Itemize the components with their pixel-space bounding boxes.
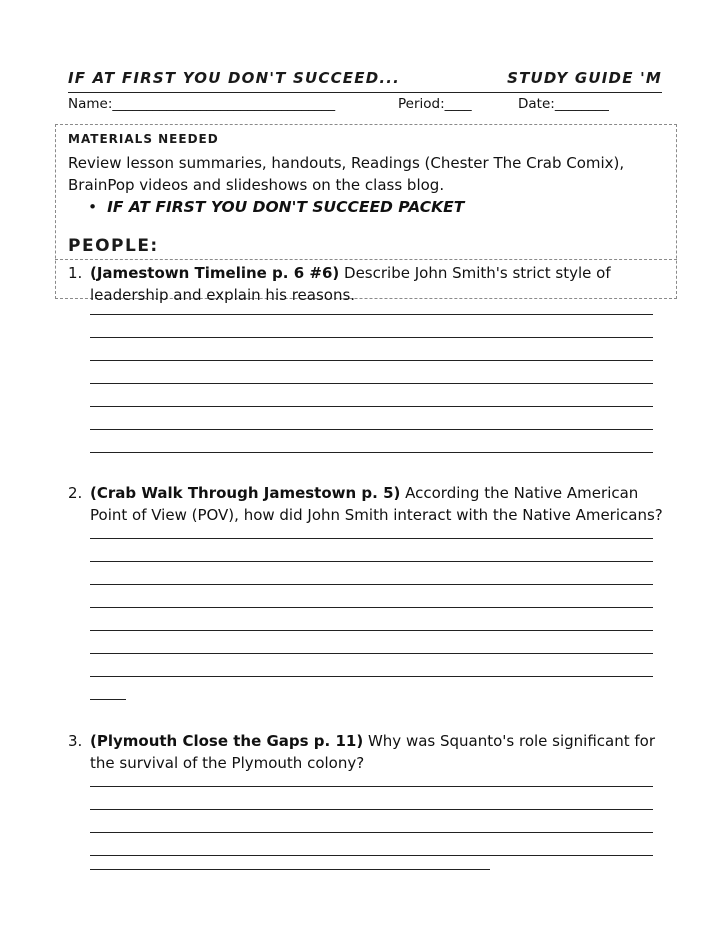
answer-line-q1-3[interactable] <box>90 360 653 361</box>
answer-line-q3-4[interactable] <box>90 855 653 856</box>
question-1-prompt: Describe John Smith's strict style of <box>339 264 611 282</box>
study-guide-label: STUDY GUIDE 'M <box>507 69 662 87</box>
answer-line-q3-3[interactable] <box>90 832 653 833</box>
materials-text-line-1: Review lesson summaries, handouts, Readings (Chester The Crab Comix), <box>68 154 625 172</box>
answer-line-q2-2[interactable] <box>90 561 653 562</box>
materials-text-line-2: BrainPop videos and slideshows on the class blog. <box>68 176 445 194</box>
question-2-line-2: Point of View (POV), how did John Smith interact with the Native Americans? <box>90 506 663 524</box>
question-3-line-2: the survival of the Plymouth colony? <box>90 754 365 772</box>
answer-line-q1-1[interactable] <box>90 314 653 315</box>
answer-line-q1-7[interactable] <box>90 452 653 453</box>
answer-line-q3-1[interactable] <box>90 786 653 787</box>
answer-line-q2-4[interactable] <box>90 607 653 608</box>
answer-line-q1-6[interactable] <box>90 429 653 430</box>
question-1-line-2: leadership and explain his reasons. <box>90 286 356 304</box>
name-field[interactable]: Name:_________________________________ <box>68 96 336 112</box>
question-3-source: (Plymouth Close the Gaps p. 11) <box>90 732 364 750</box>
question-2-number: 2. <box>68 484 83 502</box>
people-heading: PEOPLE: <box>68 236 159 256</box>
answer-line-q2-5[interactable] <box>90 630 653 631</box>
answer-line-q2-3[interactable] <box>90 584 653 585</box>
question-1-source: (Jamestown Timeline p. 6 #6) <box>90 264 340 282</box>
answer-line-q2-8[interactable] <box>90 699 126 700</box>
question-2-line-1 <box>90 482 638 504</box>
packet-bullet-item <box>88 198 464 216</box>
question-3-number: 3. <box>68 732 83 750</box>
answer-line-q3-2[interactable] <box>90 809 653 810</box>
bullet-icon: • <box>88 198 98 216</box>
date-field[interactable]: Date:________ <box>518 96 609 112</box>
student-info-row <box>68 96 662 116</box>
question-1-line-1 <box>90 262 611 284</box>
question-3-line-1 <box>90 730 655 752</box>
answer-line-q2-6[interactable] <box>90 653 653 654</box>
page-title: IF AT FIRST YOU DON'T SUCCEED... <box>68 69 401 87</box>
period-field[interactable]: Period:____ <box>398 96 472 112</box>
question-3-prompt: Why was Squanto's role significant for <box>363 732 656 750</box>
packet-label: IF AT FIRST YOU DON'T SUCCEED PACKET <box>107 198 465 216</box>
title-row <box>68 66 662 92</box>
answer-line-q1-2[interactable] <box>90 337 653 338</box>
answer-line-q3-5[interactable] <box>90 869 490 870</box>
question-1-number: 1. <box>68 264 83 282</box>
answer-line-q1-4[interactable] <box>90 383 653 384</box>
title-divider <box>68 92 662 93</box>
materials-heading: MATERIALS NEEDED <box>68 132 219 146</box>
question-2-source: (Crab Walk Through Jamestown p. 5) <box>90 484 401 502</box>
people-divider <box>55 259 677 260</box>
answer-line-q2-1[interactable] <box>90 538 653 539</box>
answer-line-q1-5[interactable] <box>90 406 653 407</box>
question-2-prompt: According the Native American <box>400 484 639 502</box>
answer-line-q2-7[interactable] <box>90 676 653 677</box>
